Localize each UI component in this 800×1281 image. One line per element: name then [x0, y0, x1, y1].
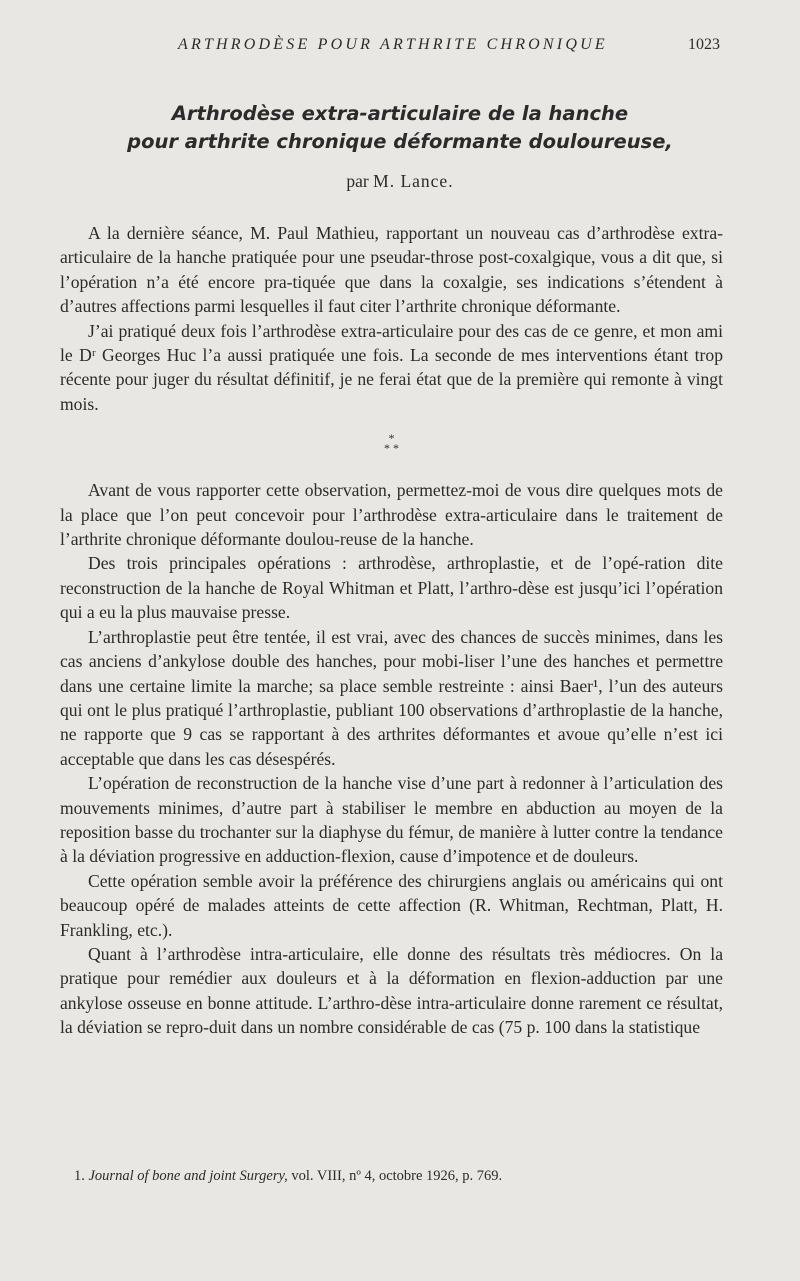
footnote — [74, 1168, 734, 1185]
footnote-number: 1. — [74, 1168, 85, 1184]
article-title — [60, 100, 740, 156]
paragraph: L’arthroplastie peut être tentée, il est vrai, avec des chances de succès minimes, dans les cas anciens d’ankylose double des hanches, pour mobi-liser l’une des hanches et permettre dans une certaine limite la marche; sa place semble restreinte : ainsi Baer¹, l’un des auteurs qui ont le plus pratiqué l’arthroplastie, publiant 100 observations d’arthroplastie de la hanche, ne rapporte que 9 cas se rapportant à des arthrites déformantes et avoue qu’elle n’est ici acceptable que dans les cas désespérés. — [60, 626, 723, 769]
paragraph: L’opération de reconstruction de la hanche vise d’une part à redonner à l’articulation des mouvements minimes, d’autre part à stabiliser le membre en abduction au moyen de la reposition basse du trochanter sur la diaphyse du fémur, de manière à lutter contre la tendance à la déviation progressive en adduction-flexion, cause d’impotence et de douleurs. — [60, 773, 723, 867]
author-name: M. Lance. — [373, 171, 454, 191]
paragraph: A la dernière séance, M. Paul Mathieu, rapportant un nouveau cas d’arthrodèse extra-articulaire de la hanche pratiquée pour une pseudar-throse post-coxalgique, vous a dit que, si l’opération n’a été encore pra-tiquée que dans la coxalgie, ses indications s’étendent à d’autres affections parmi lesquelles il faut citer l’arthrite chronique déformante. — [60, 223, 723, 317]
paragraph: Quant à l’arthrodèse intra-articulaire, elle donne des résultats très médiocres. On la pratique pour remédier aux douleurs et à la déformation en flexion-adduction par une ankylose osseuse en bonne attitude. L’arthro-dèse intra-articulaire donne rarement ce résultat, la déviation se repro-duit dans un nombre considérable de cas (75 p. 100 dans la statistique — [60, 943, 723, 1038]
footnote-journal: Journal of bone and joint Surgery, — [88, 1168, 288, 1184]
paragraph: Avant de vous rapporter cette observation, permettez-moi de vous dire quelques mots de la place que l’on peut concevoir pour l’arthrodèse extra-articulaire dans le traitement de l’arthrite chronique déformante doulou-reuse de la hanche. — [60, 480, 723, 550]
article-body — [60, 221, 723, 1040]
section-asterism — [60, 416, 723, 478]
article-title-line-1: Arthrodèse extra-articulaire de la hanche — [171, 102, 629, 125]
asterism-top: * — [388, 431, 395, 446]
running-header — [120, 36, 720, 54]
article-title-line-2: pour arthrite chronique déformante douloureuse, — [127, 130, 673, 153]
page-number: 1023 — [688, 36, 720, 53]
paragraph: Cette opération semble avoir la préférence des chirurgiens anglais ou américains qui ont beaucoup opéré de malades atteints de cette affection (R. Whitman, Rechtman, Platt, H. Frankling, etc.). — [60, 870, 723, 940]
paragraph: J’ai pratiqué deux fois l’arthrodèse extra-articulaire pour des cas de ce genre, et mon ami le Dʳ Georges Huc l’a aussi pratiquée une fois. La seconde de mes interventions étant trop récente pour juger du résultat définitif, je ne ferai état que de la première qui remonte à vingt mois. — [60, 320, 723, 414]
byline-prefix: par — [346, 171, 369, 191]
paragraph: Des trois principales opérations : arthrodèse, arthroplastie, et de l’opé-ration dite reconstruction de la hanche de Royal Whitman et Platt, l’arthro-dèse est jusqu’ici l’opération qui a eu la plus mauvaise presse. — [60, 553, 723, 623]
running-title: ARTHRODÈSE POUR ARTHRITE CHRONIQUE — [178, 36, 608, 53]
footnote-details: vol. VIII, nº 4, octobre 1926, p. 769. — [291, 1168, 503, 1184]
asterism-bottom: * * — [384, 441, 399, 456]
byline — [60, 171, 740, 192]
